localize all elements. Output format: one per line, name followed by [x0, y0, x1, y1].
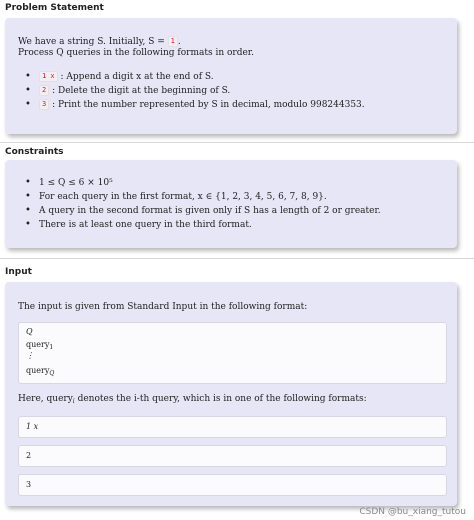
query-format-list [25, 70, 365, 112]
query-code: 2 [39, 85, 49, 96]
input-panel [5, 282, 457, 506]
input-heading: Input [5, 267, 32, 277]
query-code: 1 x [39, 71, 58, 82]
constraints-heading: Constraints [5, 147, 64, 157]
input-format-box [18, 322, 447, 384]
problem-statement-panel [5, 18, 457, 134]
problem-line-1 [18, 36, 181, 48]
section-divider [0, 258, 474, 259]
query-code: 3 [39, 99, 49, 110]
list-item: • For each query in the first format, x ∈ {1, 2, 3, 4, 5, 6, 7, 8, 9}. [25, 190, 381, 204]
query-format-box-2 [18, 445, 447, 467]
constraints-panel [5, 160, 457, 248]
query-format-box-3 [18, 474, 447, 496]
input-description [18, 394, 367, 407]
query-format-text: 1 x [26, 422, 39, 431]
constraints-list [25, 176, 381, 232]
query-desc: : Delete the digit at the beginning of S. [52, 86, 231, 96]
query-desc: : Append a digit x at the end of S. [60, 72, 214, 82]
format-line-dots: ⋮ [26, 351, 34, 360]
format-sub: Q [49, 370, 55, 377]
format-query-word: query [26, 366, 50, 375]
format-line-queryq [26, 366, 54, 379]
watermark: CSDN @bu_xiang_tutou [359, 507, 466, 517]
initial-value-code: 1 [168, 36, 178, 47]
problem-line-1-text: We have a string S. Initially, S = [18, 37, 168, 47]
query-format-text: 2 [26, 451, 32, 460]
format-sub: 1 [49, 344, 54, 351]
section-divider [0, 142, 474, 143]
list-item: • There is at least one query in the third format. [25, 218, 381, 232]
query-desc: : Print the number represented by S in decimal, modulo 998244353. [52, 100, 365, 110]
problem-line-2: Process Q queries in the following formats in order. [18, 48, 254, 58]
list-item [25, 98, 365, 112]
list-item: • 1 ≤ Q ≤ 6 × 10⁵ [25, 176, 381, 190]
desc-sub: i [72, 398, 75, 405]
desc-text: Here, query [18, 394, 73, 404]
input-intro: The input is given from Standard Input in the following format: [18, 302, 308, 312]
problem-line-1-end: . [177, 37, 181, 47]
list-item [25, 70, 365, 84]
desc-text-end: denotes the i-th query, which is in one of the following formats: [74, 394, 367, 404]
format-query-word: query [26, 340, 50, 349]
problem-statement-heading: Problem Statement [5, 3, 104, 13]
list-item [25, 84, 365, 98]
query-format-box-1 [18, 416, 447, 438]
query-format-text: 3 [26, 480, 32, 489]
format-line-q: Q [26, 327, 33, 336]
list-item: • A query in the second format is given only if S has a length of 2 or greater. [25, 204, 381, 218]
